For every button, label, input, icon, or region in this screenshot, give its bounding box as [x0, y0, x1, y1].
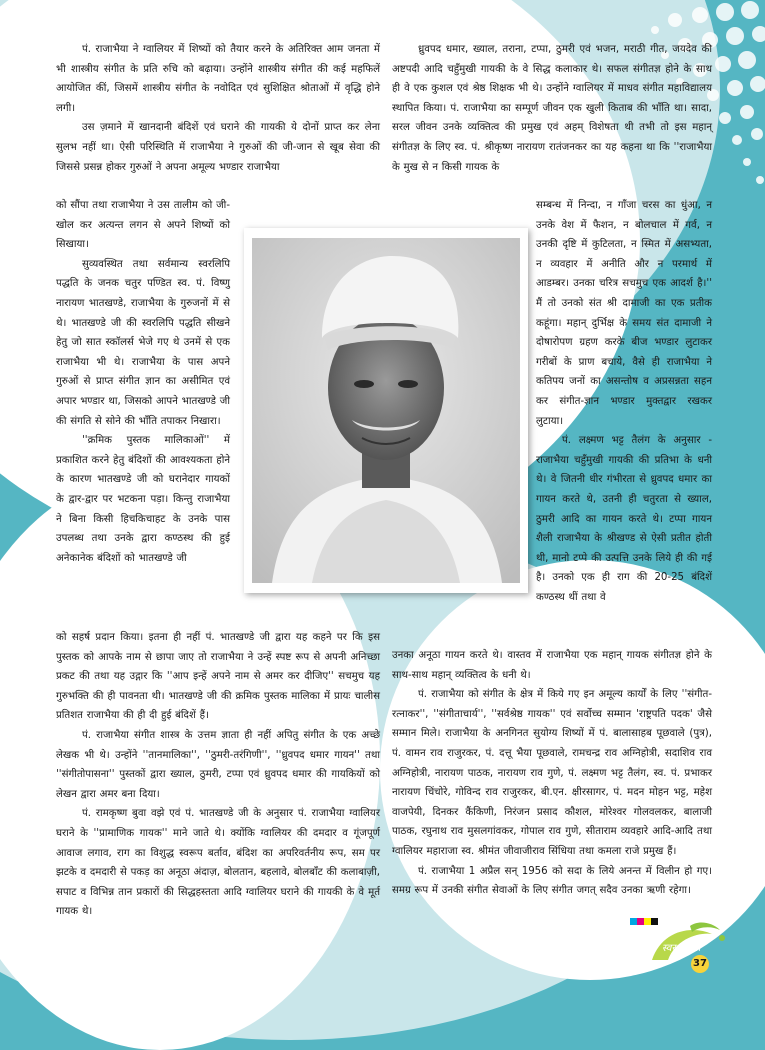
- paragraph: सम्बन्ध में निन्दा, न गाँजा चरस का धुंआ, न उनके वेश में फैशन, न बोलचाल में गर्व, न उनकी दृष्टि में कुटिलता, न स्मित में असभ्यता, न व्यवहार में अनीति और न परमार्थ में आडम्बर। उनका चरित्र सचमुच एक आदर्श है।'' मैं तो उनको संत श्री दामाजी का एक प्रतीक कहूंगा। महान् दुर्भिक्ष के समय संत दामाजी ने दोषारोपण ग्रहण करके बीज भण्डार लुटाकर गरीबों के प्राण बचाये, वैसे ही राजाभैया ने कतिपय जनों का असन्तोष व अप्रसन्नता सहन कर संगीत-ज्ञान भण्डार मुक्तद्वार रखकर लुटाया।: [536, 200, 712, 427]
- page-number: 37: [691, 955, 709, 973]
- paragraph: पं. रामकृष्ण बुवा वझे एवं पं. भातखण्डे जी के अनुसार पं. राजाभैया ग्वालियर घराने के ''प्रामाणिक गायक'' माने जाते थे। क्योंकि ग्वालियर की दमदार व गूंजपूर्ण आवाज लगाव, राग का विशुद्ध स्वरूप बर्ताव, बंदिश का अपरिवर्तनीय रूप, सम पर झटके व दमदारी से पकड़ का अनूठा अंदाज़, बोलतान, बहलावे, बोलबाँट की कलाबाज़ी, सपाट व विभिन्न तान प्रकारों की सिद्धहस्तता आदि ग्वालियर घराने की गायकी के वे मूर्त गायक थे।: [56, 808, 380, 918]
- paragraph: पं. राजाभैया को संगीत के क्षेत्र में किये गए इन अमूल्य कार्यों के लिए ''संगीत-रत्नाकर'', ''संगीताचार्य'', ''सर्वश्रेष्ठ गायक'' एवं सर्वोच्च सम्मान 'राष्ट्रपति पदक' जैसे सम्मान मिले। राजाभैया के अनगिनत सुयोग्य शिष्यों में पं. बालासाहब पूछवाले (पुत्र), पं. वामन राव राजुरकर, पं. दत्तू भैया पूछवाले, रामचन्द्र राव अग्निहोत्री, सदाशिव राव अग्निहोत्री, नारायण पाठक, नारायण राव गुणे, पं. लक्ष्मण भट्ट तैलंग, स्व. पं. प्रभाकर नारायण चिंचोरे, गोविन्द राव राजुरकर, बी.एन. क्षीरसागर, पं. मदन मोहन भट्ट, महेश वाजपेयी, दिनकर कैंकिणी, निरंजन प्रसाद कौशल, मोरेश्वर गोलवलकर, बालाजी पाठक, रघुनाथ राव मुसलगांवकर, गोपाल राव गुणे, सीताराम व्यवहारे आदि-आदि तथा ग्वालियर महाराजा स्व. श्रीमंत जीवाजीराव सिंधिया तथा कमला राजे प्रमुख हैं।: [392, 689, 712, 857]
- paragraph: ''क्रमिक पुस्तक मालिकाओं'' में प्रकाशित करने हेतु बंदिशों की आवश्यकता होने के कारण भातखण्डे जी को घरानेदार गायकों के द्वार-द्वार पर भटकना पड़ा। किन्तु राजाभैया ने बिना किसी हिचकिचाहट के उनके पास उपलब्ध तथा उनके द्वारा कण्ठस्थ की हुई अनेकानेक बंदिशों को भातखण्डे जी: [56, 435, 230, 564]
- right-column-bottom: [392, 646, 712, 901]
- paragraph: पं. राजाभैया ने ग्वालियर में शिष्यों को तैयार करने के अतिरिक्त आम जनता में भी शास्त्रीय संगीत के प्रति रुचि को बढ़ाया। उन्होंने शास्त्रीय संगीत की कई महफिलें आयोजित कीं, जिसमें शास्त्रीय संगीत के नवोदित एवं सुशिक्षित श्रोताओं में वृद्धि होने लगी।: [56, 44, 380, 114]
- paragraph: उनका अनूठा गायन करते थे। वास्तव में राजाभैया एक महान् गायक संगीतज्ञ होने के साथ-साथ महान् व्यक्तित्व के धनी थे।: [392, 650, 712, 681]
- paragraph: सुव्यवस्थित तथा सर्वमान्य स्वरलिपि पद्धति के जनक चतुर पण्डित स्व. पं. विष्णु नारायण भातखण्डे, राजाभैया के गुरुजनों में से थे। भातखण्डे जी की स्वरलिपि पद्धति सीखने हेतु जो सात स्कॉलर्स भेजे गए थे उनमें से एक राजाभैया भी थे। राजाभैया के पास अपने गुरुओं से प्राप्त संगीत ज्ञान का असीमित एवं अपार भण्डार था, जिसको आपने भातखण्डे जी की संगति से सोने की भाँति तपाकर निखारा।: [56, 258, 230, 427]
- paragraph: को सौंपा तथा राजाभैया ने उस तालीम को जी-खोल कर अत्यन्त लगन से अपने शिष्यों को सिखाया।: [56, 200, 230, 251]
- left-column-bottom: [56, 628, 380, 922]
- right-column-top: [392, 40, 712, 177]
- paragraph: को सहर्ष प्रदान किया। इतना ही नहीं पं. भातखण्डे जी द्वारा यह कहने पर कि इस पुस्तक को आपके नाम से छापा जाए तो राजाभैया ने उन्हें स्पष्ट रूप से अपनी अनिच्छा प्रकट की तथा यह उद्गार कि ''आप इन्हें अपने नाम से अमर कर दीजिए'' सचमुच यह गुरुभक्ति की ही पावनता थी। भातखण्डे जी की क्रमिक पुस्तक मालिका में प्रायः चालीस प्रतिशत राजाभैया की ही दी हुई बंदिशें हैं।: [56, 632, 380, 722]
- paragraph: पं. लक्ष्मण भट्ट तैलंग के अनुसार - राजाभैया चहुँमुखी गायकी की प्रतिभा के धनी थे। वे जितनी धीर गंभीरता से ध्रुवपद धमार का गायन करते थे, उतनी ही चतुरता से ख्याल, ठुमरी आदि का गायन करते थे। टप्पा गायन शैली राजाभैया के श्रीखण्ड से ऐसी प्रतीत होती थी, मानो टप्पे की उत्पत्ति उनके लिये ही की गई है। उनको एक ही राग की 20-25 बंदिशें कण्ठस्थ थीं तथा वे: [536, 435, 712, 603]
- paragraph: उस ज़माने में खानदानी बंदिशें एवं घराने की गायकी ये दोनों प्राप्त कर लेना सुलभ नहीं था। ऐसी परिस्थिति में राजाभैया ने गुरुओं की जी-जान से खूब सेवा की जिससे प्रसन्न होकर गुरुओं ने अपना अमूल्य भण्डार राजाभैया: [56, 122, 380, 173]
- paragraph: पं. राजाभैया संगीत शास्त्र के उत्तम ज्ञाता ही नहीं अपितु संगीत के एक अच्छे लेखक भी थे। उन्होंने ''तानमालिका'', ''ठुमरी-तरंगिणी'', ''ध्रुवपद धमार गायन'' तथा ''संगीतोपासना'' पुस्तकों द्वारा ख्याल, ठुमरी, टप्पा एवं ध्रुवपद धमार की गायकियों को लेखन द्वारा अमर बना दिया।: [56, 729, 380, 800]
- right-column-middle: [536, 196, 712, 607]
- magazine-name: स्वर सरिता: [662, 943, 701, 954]
- left-column-top: [56, 40, 380, 177]
- portrait-photo: [252, 238, 520, 583]
- left-column-middle: [56, 196, 230, 568]
- portrait-photo-frame: [244, 228, 528, 593]
- paragraph: ध्रुवपद धमार, ख्याल, तराना, टप्पा, ठुमरी एवं भजन, मराठी गीत, जयदेव की अष्टपदी आदि चहुँमुखी गायकी के वे सिद्ध कलाकार थे। सफल संगीतज्ञ होने के साथ ही वे एक कुशल एवं श्रेष्ठ शिक्षक भी थे। उन्होंने ग्वालियर में माधव संगीत महाविद्यालय स्थापित किया। पं. राजाभैया का सम्पूर्ण जीवन एक खुली किताब की भाँति था। सादा, सरल जीवन उनके व्यक्तित्व की प्रमुख एवं अहम् विशेषता थी तभी तो इस महान् संगीतज्ञ के लिए स्व. पं. श्रीकृष्ण नारायण रातंजनकर का यह कहना था कि ''राजाभैया के मुख से न किसी गायक के: [392, 44, 712, 173]
- paragraph: पं. राजाभैया 1 अप्रैल सन् 1956 को सदा के लिये अनन्त में विलीन हो गए। समग्र रूप में उनकी संगीत सेवाओं के लिए संगीत जगत् सदैव उनका ऋणी रहेगा।: [392, 865, 712, 897]
